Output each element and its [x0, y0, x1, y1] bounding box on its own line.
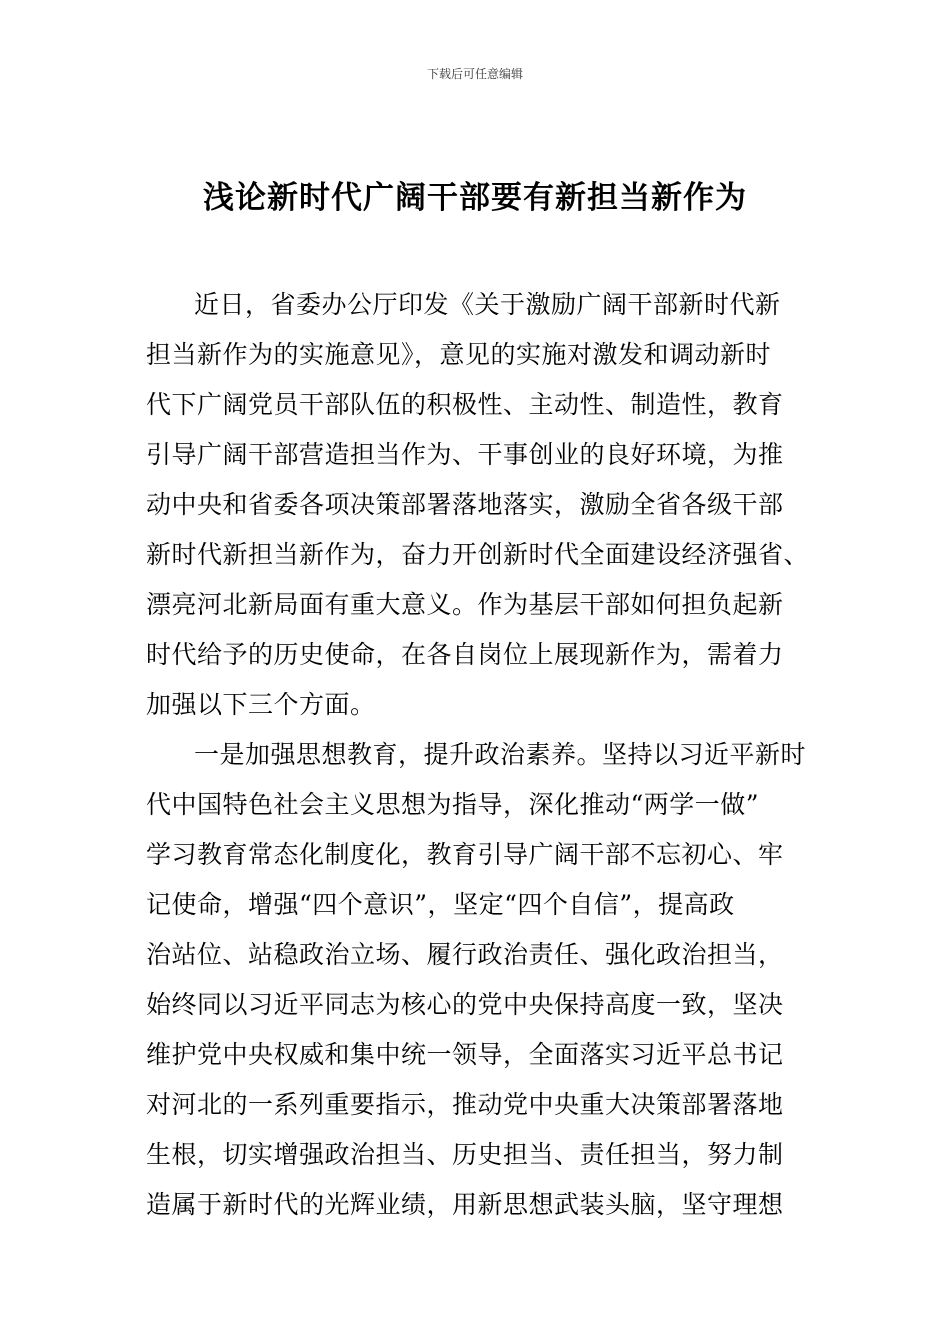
paragraph-1-line-1: 近日，省委办公厅印发《关于激励广阔干部新时代新 [194, 290, 781, 319]
paragraph-2-line-9: 生根，切实增强政治担当、历史担当、责任担当，努力制 [146, 1140, 784, 1169]
paragraph-1-line-9: 加强以下三个方面。 [146, 690, 376, 719]
paragraph-1-line-5: 动中央和省委各项决策部署落地落实，激励全省各级干部 [146, 490, 784, 519]
paragraph-2-line-5: 治站位、站稳政治立场、履行政治责任、强化政治担当， [146, 940, 784, 969]
paragraph-1-line-3: 代下广阔党员干部队伍的积极性、主动性、制造性，教育 [146, 390, 784, 419]
paragraph-2-line-7: 维护党中央权威和集中统一领导，全面落实习近平总书记 [146, 1040, 784, 1069]
paragraph-1-line-6: 新时代新担当新作为，奋力开创新时代全面建设经济强省、 [146, 540, 810, 569]
paragraph-2-line-10: 造属于新时代的光辉业绩，用新思想武装头脑，坚守理想 [146, 1190, 784, 1219]
paragraph-2-line-8: 对河北的一系列重要指示，推动党中央重大决策部署落地 [146, 1090, 784, 1119]
paragraph-2-line-3: 学习教育常态化制度化，教育引导广阔干部不忘初心、牢 [146, 840, 784, 869]
paragraph-2-line-6: 始终同以习近平同志为核心的党中央保持高度一致，坚决 [146, 990, 784, 1019]
paragraph-1-line-4: 引导广阔干部营造担当作为、干事创业的良好环境，为推 [146, 440, 784, 469]
paragraph-1-line-8: 时代给予的历史使命，在各自岗位上展现新作为，需着力 [146, 640, 784, 669]
paragraph-1-line-2: 担当新作为的实施意见》，意见的实施对激发和调动新时 [146, 340, 772, 369]
document-title: 浅论新时代广阔干部要有新担当新作为 [203, 180, 747, 216]
paragraph-2-line-2: 代中国特色社会主义思想为指导，深化推动“两学一做” [146, 790, 760, 819]
paragraph-1-line-7: 漂亮河北新局面有重大意义。作为基层干部如何担负起新 [146, 590, 784, 619]
paragraph-2-line-4: 记使命，增强“四个意识”，坚定“四个自信”，提高政 [146, 890, 735, 919]
page-header-note: 下载后可任意编辑 [426, 67, 523, 81]
document-body [146, 280, 808, 1230]
paragraph-2-line-1: 一是加强思想教育，提升政治素养。坚持以习近平新时 [194, 740, 807, 769]
